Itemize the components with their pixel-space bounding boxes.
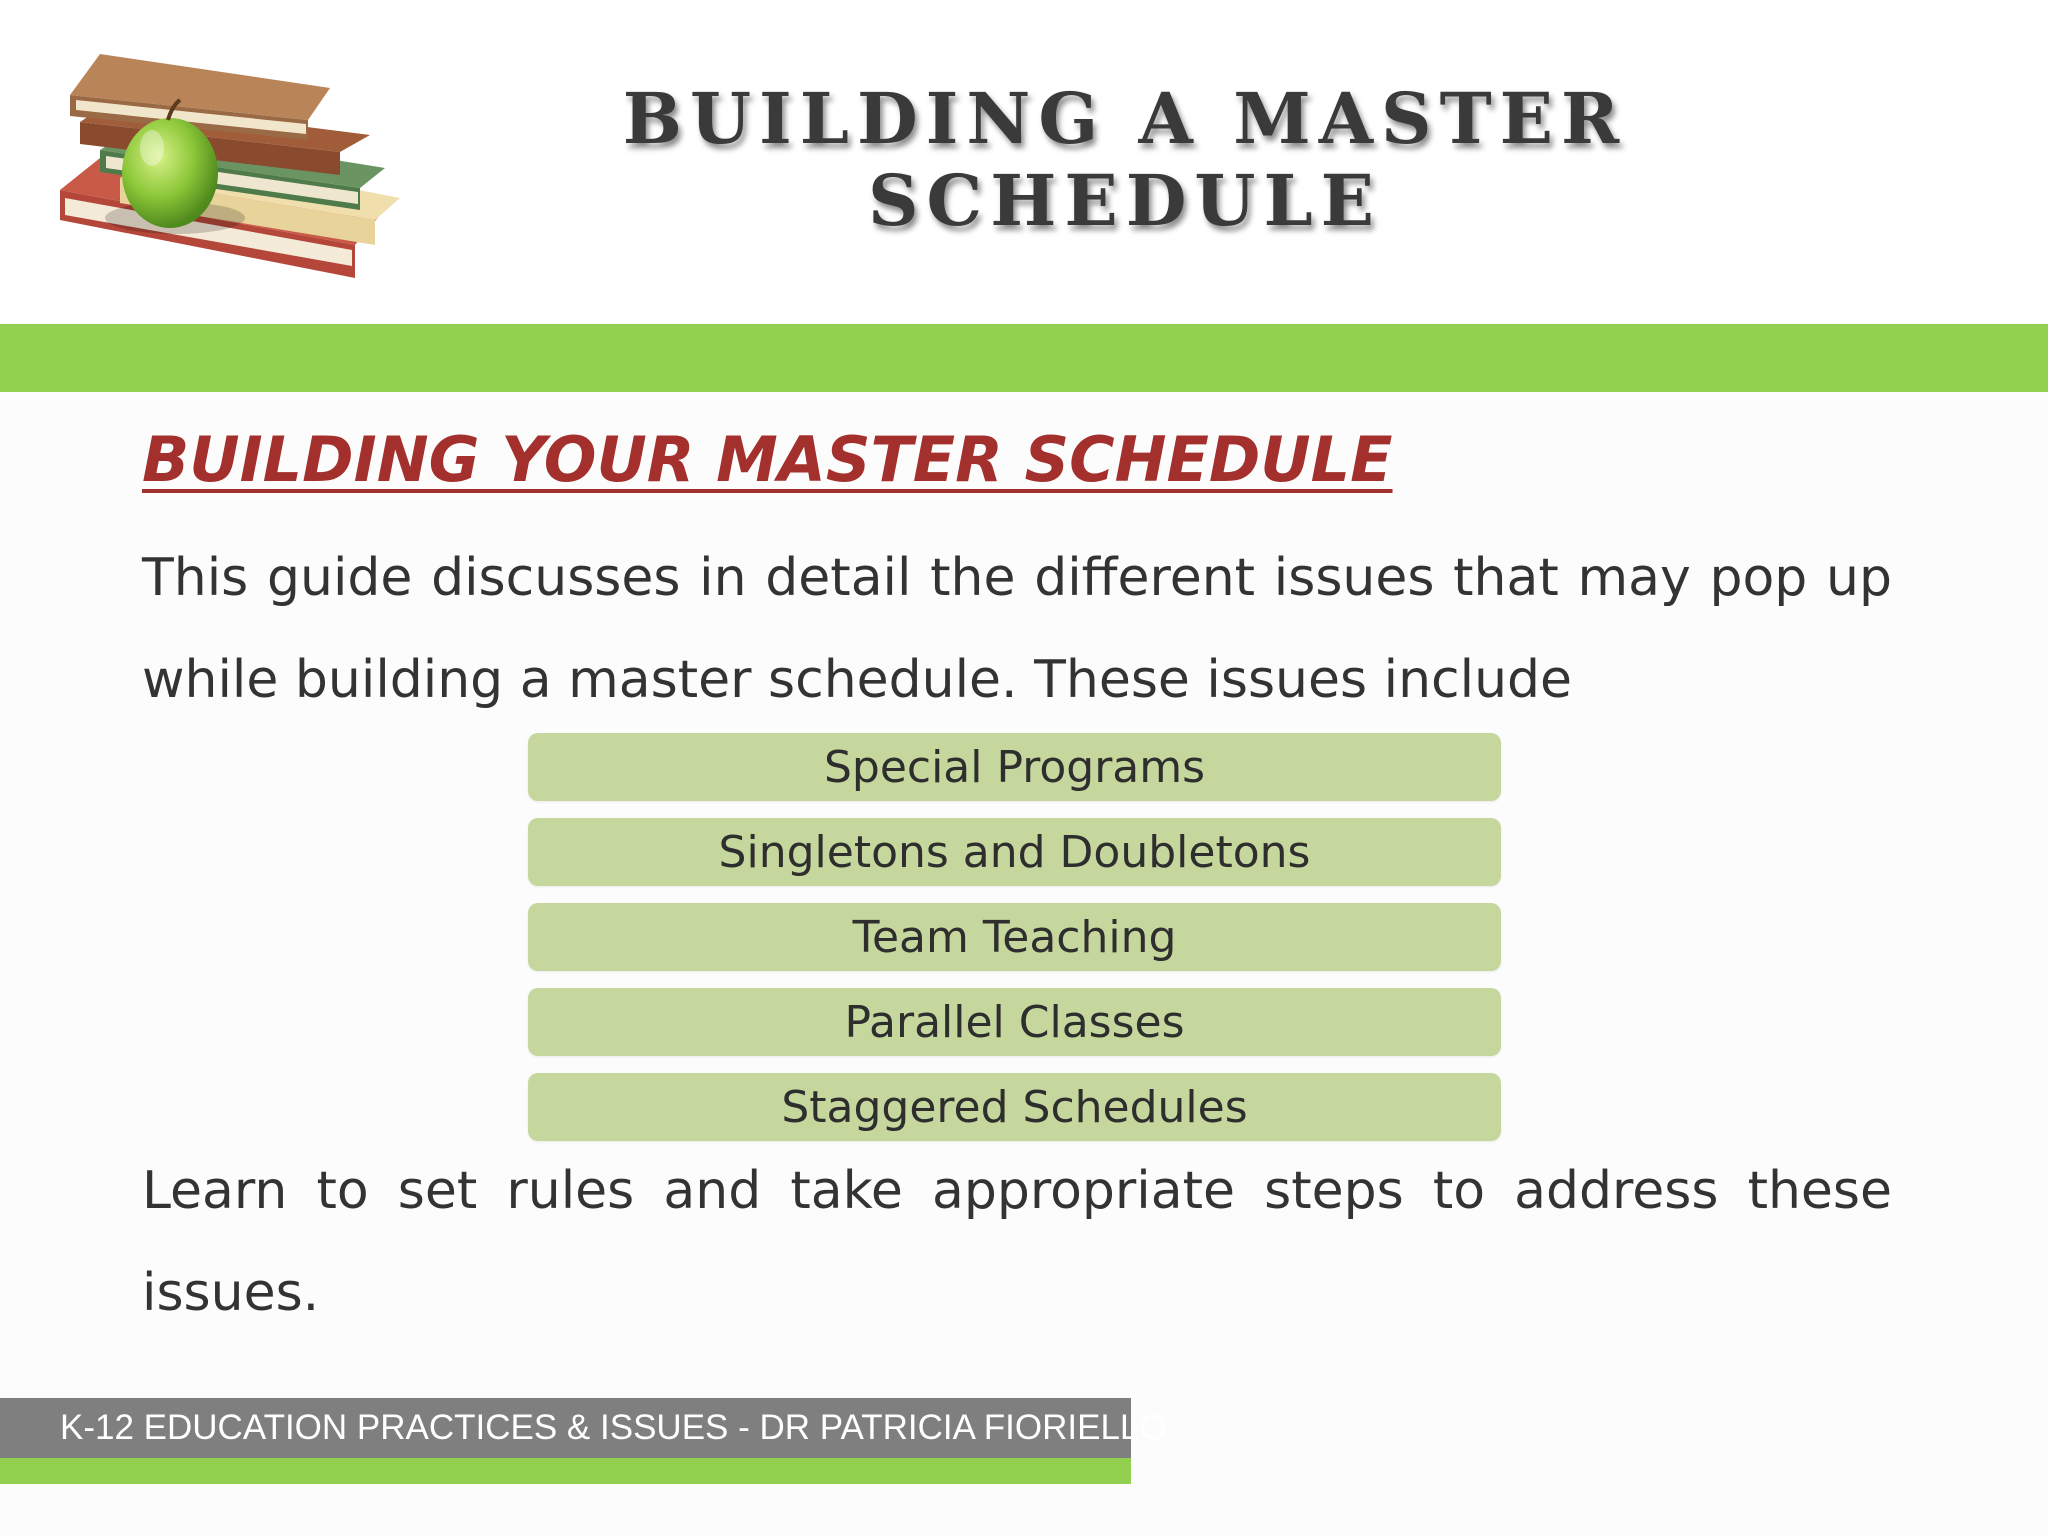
footer-green-stripe [0,1458,1131,1484]
issue-item: Team Teaching [528,903,1501,971]
header-green-band [0,324,2048,392]
slide-title-line-2: SCHEDULE [867,159,1383,242]
issues-list [528,733,1501,1158]
slide-title-line-1: BUILDING A MASTER [622,77,1628,160]
issue-item: Parallel Classes [528,988,1501,1056]
closing-paragraph: Learn to set rules and take appropriate steps to address these issues. [142,1161,1892,1323]
books-and-apple-icon [40,40,400,310]
section-heading: BUILDING YOUR MASTER SCHEDULE [142,423,1393,496]
footer-bar [0,1398,1167,1458]
issue-item: Staggered Schedules [528,1073,1501,1141]
issue-item: Singletons and Doubletons [528,818,1501,886]
slide-header [0,0,2048,322]
issue-item: Special Programs [528,733,1501,801]
footer-text: K-12 EDUCATION PRACTICES & ISSUES - DR PATRICIA FIORIELLO [60,1408,1167,1447]
intro-paragraph: This guide discusses in detail the different issues that may pop up while building a master schedule. These issues include [142,548,1892,710]
slide-title [560,78,1690,242]
